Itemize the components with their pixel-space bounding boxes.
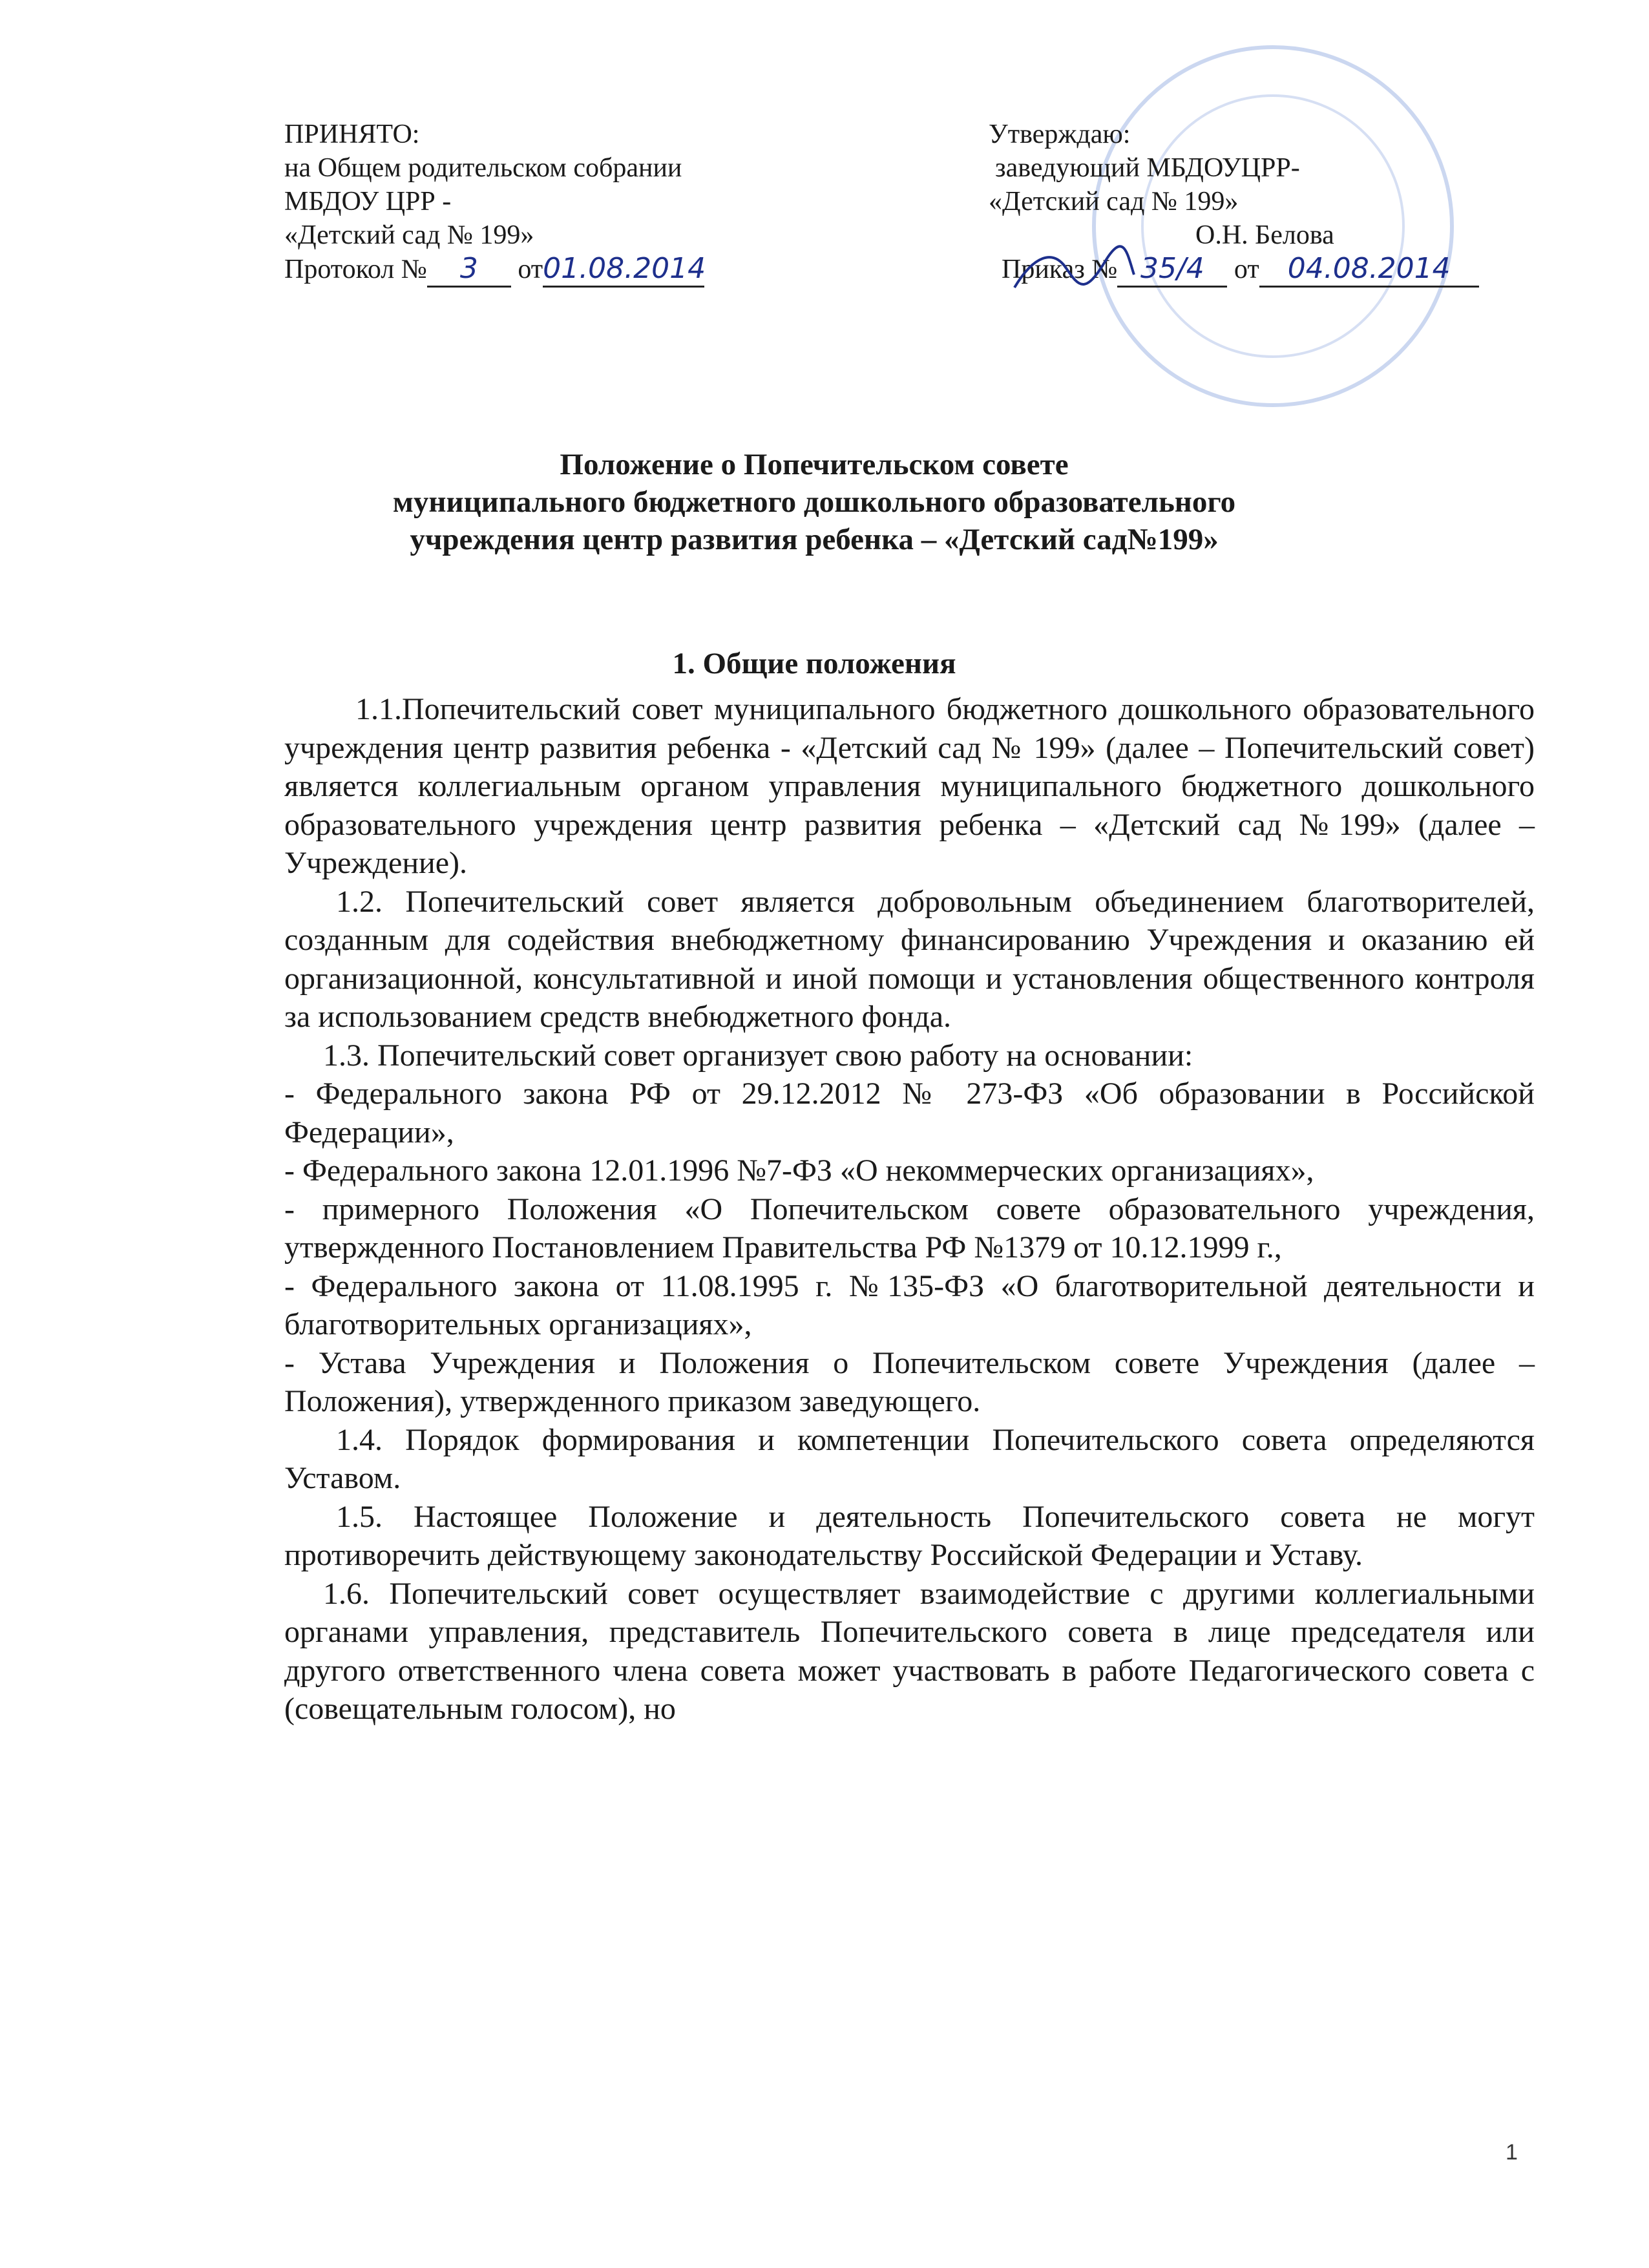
- protocol-number: 3: [427, 252, 511, 288]
- section-heading: 1. Общие положения: [672, 647, 956, 680]
- accepted-label: ПРИНЯТО:: [284, 120, 420, 149]
- title-line-3: учреждения центр развития ребенка – «Детский сад№199»: [410, 523, 1219, 556]
- page-number: 1: [1506, 2140, 1518, 2165]
- list-item-law-7: - Федерального закона 12.01.1996 №7-ФЗ «О некоммерческих организациях»,: [284, 1153, 1314, 1188]
- order-date: 04.08.2014: [1259, 252, 1479, 288]
- approved-org: «Детский сад № 199»: [989, 187, 1239, 216]
- title-line-1: Положение о Попечительском совете: [560, 448, 1069, 481]
- approved-label: Утверждаю:: [989, 120, 1131, 149]
- list-item-charter: - Устава Учреждения и Положения о Попечительском совете Учреждения (далее – Положения), утвержденного приказом заведующего.: [284, 1345, 1535, 1418]
- protocol-label: Протокол №: [284, 255, 427, 284]
- paragraph-1-6: 1.6. Попечительский совет осуществляет взаимодействие с другими коллегиальными органами управления, представитель Попечительского совета в лице председателя или другого ответственного члена совета может участвовать в работе Педагогического совета с (совещательным голосом), но: [284, 1576, 1535, 1726]
- protocol-date: 01.08.2014: [543, 252, 704, 288]
- order-label: Приказ №: [1002, 255, 1118, 284]
- accepted-body: на Общем родительском собрании: [284, 153, 682, 183]
- list-item-law-273: - Федерального закона РФ от 29.12.2012 № 273-ФЗ «Об образовании в Российской Федерации»,: [284, 1076, 1535, 1150]
- order-number: 35/4: [1117, 252, 1227, 288]
- approved-position: заведующий МБДОУЦРР-: [995, 153, 1300, 183]
- list-item-law-135: - Федерального закона от 11.08.1995 г. №135-ФЗ «О благотворительной деятельности и благотворительных организациях»,: [284, 1268, 1535, 1341]
- list-item-regulation-1379: - примерного Положения «О Попечительском совете образовательного учреждения, утвержденного Постановлением Правительства РФ №1379 от 10.12.1999 г.,: [284, 1192, 1535, 1265]
- title-line-2: муниципального бюджетного дошкольного образовательного: [392, 485, 1236, 519]
- handwritten-signature: [1008, 242, 1137, 300]
- paragraph-1-2: 1.2. Попечительский совет является добровольным объединением благотворителей, созданным для содействия внебюджетному финансированию Учреждения и оказанию ей организационной, консультативной и иной помощи и установления общественного контроля за использованием средств внебюджетного фонда.: [284, 884, 1535, 1034]
- document-body: [284, 690, 1535, 1728]
- protocol-line: [284, 252, 866, 288]
- accepted-block: [284, 118, 866, 288]
- document-title: [129, 446, 1499, 558]
- approved-signatory: О.Н. Белова: [1195, 220, 1334, 250]
- protocol-from-label: от: [518, 255, 543, 284]
- paragraph-1-4: 1.4. Порядок формирования и компетенции Попечительского совета определяются Уставом.: [284, 1422, 1535, 1495]
- order-from-label: от: [1234, 255, 1259, 284]
- accepted-org-name: «Детский сад № 199»: [284, 220, 534, 250]
- paragraph-1-1: 1.1.Попечительский совет муниципального бюджетного дошкольного образовательного учреждения центр развития ребенка - «Детский сад № 199» (далее – Попечительский совет) является коллегиальным органом управления муниципального бюджетного дошкольного образовательного учреждения центр развития ребенка – «Детский сад №199» (далее – Учреждение).: [284, 692, 1535, 880]
- paragraph-1-3: 1.3. Попечительский совет организует свою работу на основании:: [323, 1038, 1193, 1073]
- paragraph-1-5: 1.5. Настоящее Положение и деятельность Попечительского совета не могут противоречить действующему законодательству Российской Федерации и Уставу.: [284, 1499, 1535, 1572]
- accepted-org: МБДОУ ЦРР -: [284, 187, 452, 216]
